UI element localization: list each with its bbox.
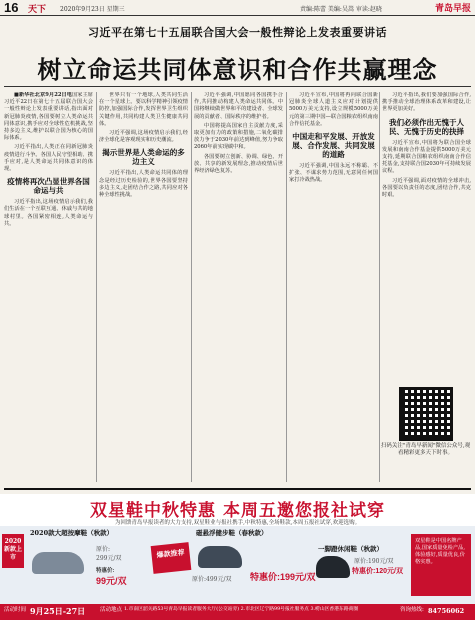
article-headline: 树立命运共同体意识和合作共赢理念: [37, 56, 438, 84]
paragraph: 习近平强调,中国愿同各国携手合作,共同推动构建人类命运共同体。中国将继续做世界和平的建设者、全球发展的贡献者、国际秩序的维护者。: [194, 92, 283, 120]
paragraph: 习近平指出,人类命运共同体的理念是经过历史检验的,世界各国要坚持多边主义,走团结合作之路,共同应对各种全球性挑战。: [99, 170, 188, 199]
issue-date: 2020年9月23日 星期三: [60, 6, 125, 13]
dateline: ■新华社北京9月22日电: [14, 92, 73, 98]
shoe-advertisement: [0, 494, 475, 620]
column-divider: [96, 92, 97, 482]
article-column-5: [382, 92, 471, 382]
hot-item-badge: 爆款推荐: [151, 542, 192, 574]
section-subhead: 中国走和平发展、开放发展、合作发展、共同发展的道路: [292, 132, 375, 160]
brand-info-box: 双星鞋是中国名牌产品,国家质量免检产品,体验感好,质量优良,价格实惠。: [411, 534, 471, 596]
paragraph: 习近平强调,这场疫情启示我们,经济全球化是客观现实和历史潮流。: [99, 130, 188, 144]
qr-promo: [380, 385, 471, 482]
sale-price: 特惠价: 99元/双: [96, 568, 127, 586]
hotline-number: 84756062: [428, 607, 465, 615]
paragraph: 习近平强调,面对疫情的全球冲击,各国要以负责任的态度,团结合作,共克时艰。: [382, 177, 471, 199]
hotline-label: 咨询热线:: [400, 607, 424, 613]
article-column-3: [194, 92, 283, 482]
paragraph: 各国要树立创新、协调、绿色、开放、共享的新发展理念,推动疫情后世界经济绿色复苏。: [194, 153, 283, 175]
headline-divider: [4, 86, 471, 87]
paragraph: 习近平指出,我们要加强国际合作,携手推动全球治理体系改革和建设,让世界更加美好。: [382, 92, 471, 113]
page-header: [0, 0, 475, 16]
event-time-label: 活动时间: [4, 607, 27, 613]
section-subhead: 我们必须作出无愧于人民、无愧于历史的抉择: [389, 117, 464, 136]
ad-footer: [0, 604, 475, 620]
ad-divider: [4, 488, 471, 490]
paragraph: 习近平宣布,中国将为联合国全球发展和南南合作基金提供5000万美元支持,延期联合国粮农组织南南合作信托基金,支持联合国2030年可持续发展议程。: [382, 139, 471, 175]
section-subhead: 疫情将再次凸显世界各国命运与共: [7, 177, 90, 196]
article-column-2: [99, 92, 188, 482]
paragraph: 习近平强调,中国永远不称霸、不扩张、不谋求势力范围,无意同任何国家打冷战热战。: [289, 163, 378, 184]
paragraph: 世界只有一个地球,人类共同生活在一个星球上。要以科学精神引领疫情防控,加强国际合作,发挥世界卫生组织关键作用,共同构建人类卫生健康共同体。: [99, 92, 188, 127]
ad-title: 双星鞋中秋特惠 本周五邀您报社试穿: [90, 501, 385, 521]
article-column-4: [289, 92, 378, 482]
original-price: 原价:190元/双: [354, 558, 394, 565]
paragraph: 中国将提高国家自主贡献力度,采取更加有力的政策和措施,二氧化碳排放力争于2030年前达到峰值,努力争取2060年前实现碳中和。: [194, 122, 283, 151]
paragraph: 习近平指出,这场疫情启示我们,我们生活在一个互联互通、休戚与共的地球村里。各国紧密相连,人类命运与共。: [4, 199, 93, 227]
article-kicker: 习近平在第七十五届联合国大会一般性辩论上发表重要讲话: [88, 26, 387, 39]
shoe-image: [316, 556, 350, 578]
event-dates: 9月25日-27日: [30, 606, 86, 616]
column-divider: [286, 92, 287, 482]
product-title-walking-shoe: 磁悬浮健步鞋（春秋款）: [196, 529, 268, 537]
product-title-slip-on-shoe: 一脚蹬休闲鞋（秋款）: [318, 545, 383, 553]
original-price: 原价: 299元/双: [96, 546, 122, 562]
shoe-image: [198, 546, 242, 568]
paragraph: 国家主席习近平22日在第七十五届联合国大会一般性辩论上发表重要讲话,指出面对新冠肺炎疫情,各国要树立人类命运共同体意识,携手应对全球性危机挑战,坚持多边主义,维护以联合国为核心的国际体系。: [4, 92, 93, 142]
column-divider: [191, 92, 192, 482]
section-name: 天下: [28, 5, 47, 15]
section-subhead: 揭示世界是人类命运的多边主义: [102, 148, 185, 167]
newspaper-logo: 青岛早报: [434, 3, 471, 13]
new-arrival-tag: 2020新款上市: [2, 534, 24, 568]
sale-price: 特惠价:120元/双: [352, 568, 403, 575]
editor-credits: 责编:陈蕾 美编:吴嵩 审读:赵晓: [300, 6, 382, 13]
article-column-1: [4, 92, 93, 482]
shoe-image: [32, 552, 84, 574]
event-place: 1.市南区韶关路53号青岛早报读者服务大厅(公交站旁) 2.市北区辽宁路99号报社服务点 3.崂山区香港东路商圈: [124, 607, 359, 612]
product-title-massage-shoe: 2020款大超按摩鞋（秋款）: [30, 529, 114, 537]
qr-caption: 扫码关注"青岛早新闻"微信公众号,观看精彩更多天下时事。: [380, 443, 471, 456]
ad-subtitle: 为回馈青岛早报读者的大力支持,双星鞋业与报社携手,中秋特惠,全场鞋款,本周五报社试穿,欢迎选购。: [114, 520, 361, 526]
page-number: 16: [4, 0, 19, 15]
qr-code-icon[interactable]: [399, 387, 453, 441]
original-price: 原价:499元/双: [192, 576, 232, 583]
paragraph: 习近平指出,人类正在同新冠肺炎疫情进行斗争。各国人民守望相助、携手应对,是人类命运共同体意识的体现。: [4, 144, 93, 173]
event-place-label: 活动地点: [100, 607, 123, 613]
paragraph: 习近平宣布,中国将再向联合国新冠肺炎全球人道主义应对计划提供5000万美元支持,设立规模5000万美元的第三期中国—联合国粮农组织南南合作信托基金。: [289, 92, 378, 127]
sale-price: 特惠价:199元/双: [250, 572, 316, 582]
